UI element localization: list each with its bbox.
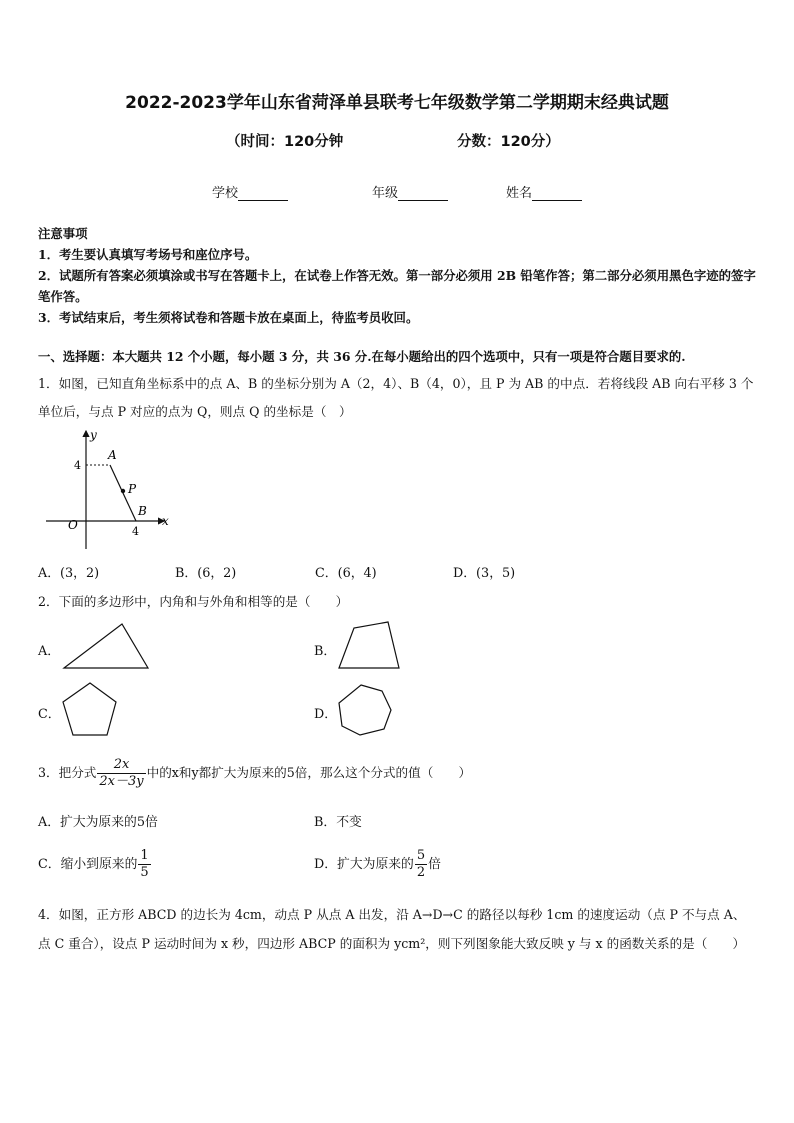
q3-option-d-suffix: 倍 [428, 857, 441, 872]
question-2: 2．下面的多边形中，内角和与外角和相等的是（ ） [38, 594, 349, 609]
q3-option-d-fraction [415, 848, 427, 881]
q2-option-b-label[interactable]: B． [314, 644, 337, 659]
school-field [212, 182, 288, 201]
point-b-label: B [138, 504, 147, 518]
q2-option-d-label[interactable]: D． [314, 707, 338, 722]
y-tick-label: 4 [74, 459, 81, 472]
q3-fraction-denominator: 2x－3y [99, 774, 144, 789]
x-tick-label: 4 [132, 525, 139, 538]
q3-option-a[interactable]: A．扩大为原来的5倍 [38, 815, 158, 830]
y-axis-label: y [90, 428, 97, 442]
school-label: 学校 [212, 186, 239, 201]
school-blank [238, 188, 288, 201]
q2-option-c-label[interactable]: C． [38, 707, 61, 722]
q3-option-c-text: C．缩小到原来的 [38, 857, 138, 872]
note-item: 1．考生要认真填写考场号和座位序号。 [38, 247, 258, 262]
grade-field [372, 182, 448, 201]
q3-prefix: 3．把分式 [38, 765, 97, 780]
exam-time: （时间：120分钟 [226, 134, 344, 150]
name-label: 姓名 [506, 186, 533, 201]
q1-option-d[interactable]: D．(3，5) [453, 566, 516, 581]
q1-option-a[interactable]: A．(3，2) [38, 566, 100, 581]
q2-option-a-label[interactable]: A． [38, 644, 61, 659]
q3-option-d-denominator: 2 [416, 865, 426, 880]
q3-fraction-numerator: 2x [113, 757, 130, 772]
question-3 [38, 756, 758, 790]
origin-label: O [68, 518, 78, 532]
q3-option-d[interactable] [314, 848, 441, 881]
q3-option-c-numerator: 1 [140, 848, 149, 863]
quadrilateral-icon[interactable] [336, 620, 406, 672]
grade-blank [398, 188, 448, 201]
q1-coordinate-figure [40, 425, 180, 555]
pentagon-icon[interactable] [60, 680, 120, 738]
x-axis-label: x [162, 514, 169, 528]
note-item: 2．试题所有答案必须填涂或书写在答题卡上，在试卷上作答无效。第一部分必须用 2B 铅笔作答；第二部分必须用黑色字迹的签字笔作答。 [38, 268, 756, 304]
q3-fraction [97, 757, 145, 790]
exam-score: 分数：120分） [457, 134, 560, 150]
q3-option-c[interactable] [38, 848, 152, 881]
point-p-label: P [128, 482, 137, 496]
note-item: 3．考试结束后，考生须将试卷和答题卡放在桌面上，待监考员收回。 [38, 310, 419, 325]
question-4: 4．如图，正方形 ABCD 的边长为 4cm，动点 P 从点 A 出发，沿 A→D→C 的路径以每秒 1cm 的速度运动（点 P 不与点 A、点 C 重合），设点 P 运动时间为 x 秒，四边形 ABCP 的面积为 ycm²，则下列图象能大致反映 y 与 x 的函数关系的是（ ） [38, 907, 746, 951]
name-blank [532, 188, 582, 201]
q3-suffix: 中的x和y都扩大为原来的5倍，那么这个分式的值（ ） [146, 765, 472, 780]
notes-heading: 注意事项 [38, 226, 88, 241]
q3-option-c-denominator: 5 [140, 865, 149, 880]
q3-option-d-text: D．扩大为原来的 [314, 857, 414, 872]
q3-option-b[interactable]: B．不变 [314, 815, 362, 830]
grade-label: 年级 [372, 186, 399, 201]
section-heading: 一、选择题：本大题共 12 个小题，每小题 3 分，共 36 分.在每小题给出的四个选项中，只有一项是符合题目要求的. [38, 349, 686, 364]
q1-option-c[interactable]: C．(6，4) [315, 566, 377, 581]
q1-option-b[interactable]: B．(6，2) [175, 566, 237, 581]
point-a-label: A [108, 448, 117, 462]
q3-option-d-numerator: 5 [416, 848, 426, 863]
page-title: 2022-2023学年山东省菏泽单县联考七年级数学第二学期期末经典试题 [125, 93, 669, 113]
name-field [506, 182, 582, 201]
notes-section [38, 223, 756, 328]
point-p [121, 489, 125, 493]
heptagon-icon[interactable] [336, 682, 394, 738]
triangle-icon[interactable] [62, 620, 152, 672]
question-1: 1．如图，已知直角坐标系中的点 A、B 的坐标分别为 A（2，4）、B（4，0），且 P 为 AB 的中点．若将线段 AB 向右平移 3 个单位后，与点 P 对应的点为 Q，则点 Q 的坐标是（ ） [38, 376, 754, 419]
q3-option-c-fraction [138, 848, 150, 881]
